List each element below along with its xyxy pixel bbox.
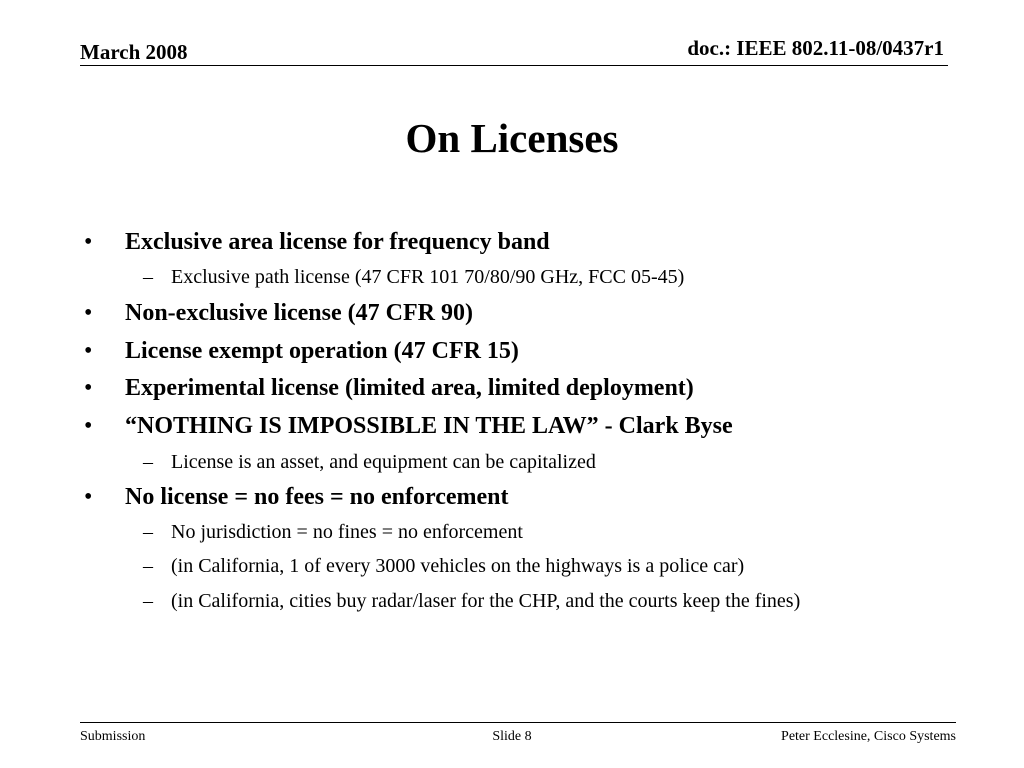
slide-title: On Licenses: [405, 115, 619, 161]
footer-divider: [80, 722, 956, 723]
sub-bullet-marker: –: [143, 555, 153, 577]
sub-bullet-marker: –: [143, 266, 153, 288]
header-date: March 2008: [80, 40, 188, 64]
footer-slide-number: Slide 8: [492, 729, 532, 744]
bullet-marker: •: [84, 300, 93, 326]
footer-author: Peter Ecclesine, Cisco Systems: [781, 729, 956, 744]
sub-bullet-marker: –: [143, 521, 153, 543]
bullet-marker: •: [84, 338, 93, 364]
bullet-marker: •: [84, 229, 93, 255]
bullet-marker: •: [84, 375, 93, 401]
sub-bullet-text: Exclusive path license (47 CFR 101 70/80/90 GHz, FCC 05-45): [171, 266, 685, 288]
sub-bullet-text: No jurisdiction = no fines = no enforcement: [171, 521, 523, 543]
sub-bullet-text: (in California, cities buy radar/laser for the CHP, and the courts keep the fines): [171, 590, 801, 612]
bullet-text: “NOTHING IS IMPOSSIBLE IN THE LAW” - Clark Byse: [125, 413, 733, 439]
bullet-text: Non-exclusive license (47 CFR 90): [125, 300, 473, 326]
bullet-marker: •: [84, 413, 93, 439]
bullet-text: Experimental license (limited area, limited deployment): [125, 375, 694, 401]
bullet-text: No license = no fees = no enforcement: [125, 484, 509, 510]
sub-bullet-text: License is an asset, and equipment can be capitalized: [171, 451, 596, 473]
bullet-text: License exempt operation (47 CFR 15): [125, 338, 519, 364]
sub-bullet-marker: –: [143, 590, 153, 612]
sub-bullet-text: (in California, 1 of every 3000 vehicles on the highways is a police car): [171, 555, 745, 577]
bullet-marker: •: [84, 484, 93, 510]
sub-bullet-marker: –: [143, 451, 153, 473]
footer-submission: Submission: [80, 729, 146, 744]
header-doc-id: doc.: IEEE 802.11-08/0437r1: [687, 36, 944, 60]
bullet-text: Exclusive area license for frequency band: [125, 229, 550, 255]
